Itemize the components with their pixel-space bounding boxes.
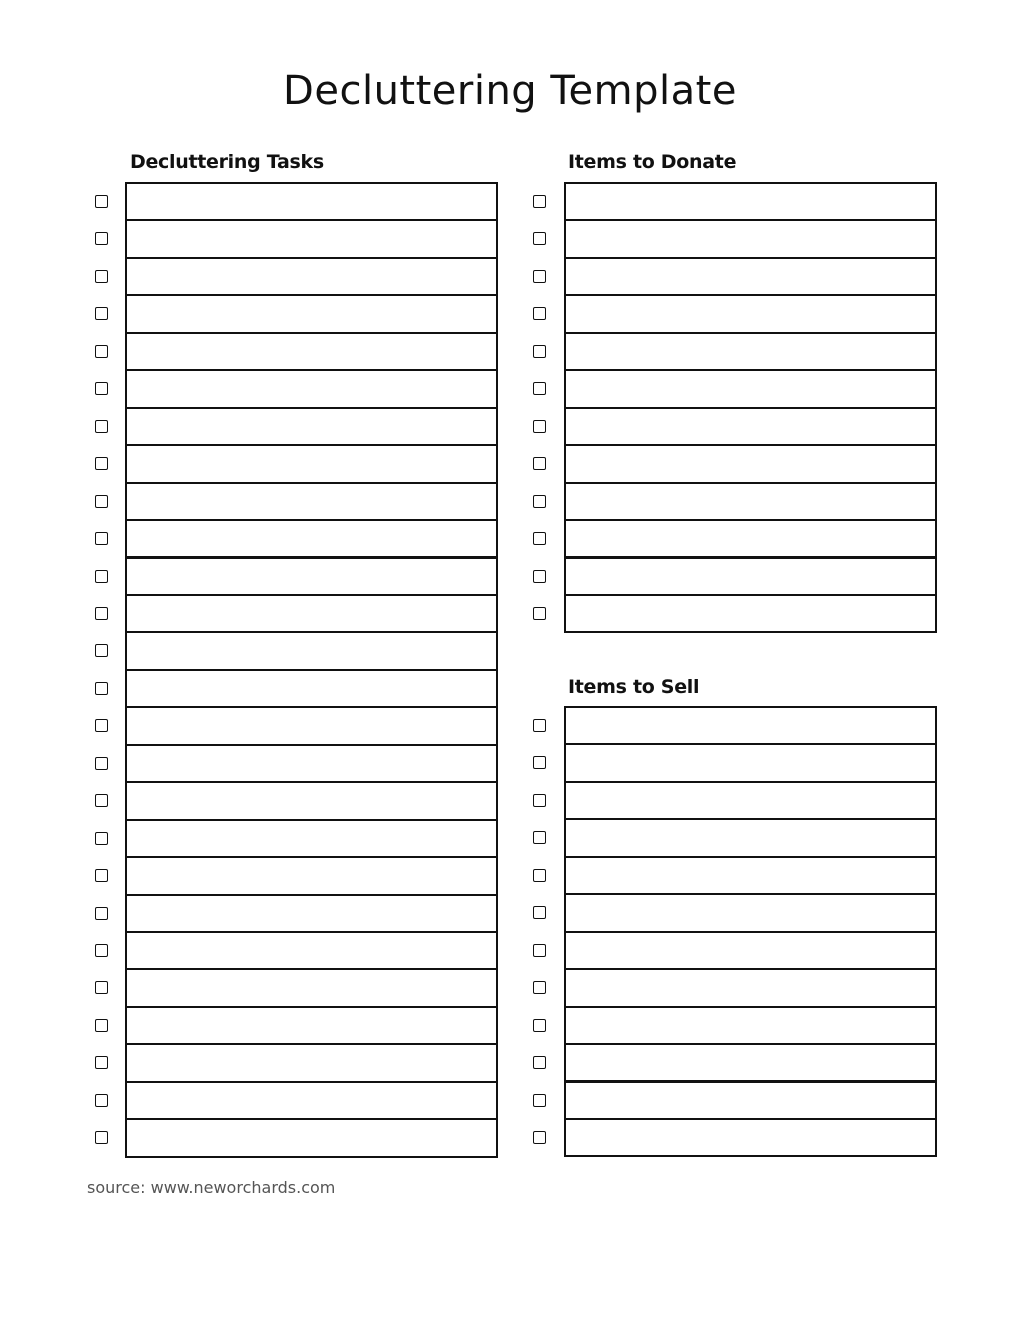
tasks-checkbox[interactable] <box>95 195 108 208</box>
sell-entry-field[interactable] <box>564 743 937 782</box>
tasks-entry-field[interactable] <box>125 669 498 708</box>
sell-entry-field[interactable] <box>564 818 937 857</box>
tasks-entry-field[interactable] <box>125 968 498 1007</box>
tasks-entry-field[interactable] <box>125 706 498 745</box>
tasks-entry-field[interactable] <box>125 182 498 221</box>
donate-checkbox[interactable] <box>533 570 546 583</box>
tasks-checkbox[interactable] <box>95 869 108 882</box>
sell-entry-field[interactable] <box>564 1081 937 1120</box>
tasks-checkbox[interactable] <box>95 382 108 395</box>
tasks-entry-field[interactable] <box>125 931 498 970</box>
tasks-checkbox[interactable] <box>95 832 108 845</box>
sell-checkbox[interactable] <box>533 831 546 844</box>
sell-checkbox[interactable] <box>533 756 546 769</box>
tasks-entry-field[interactable] <box>125 257 498 296</box>
tasks-entry-field[interactable] <box>125 631 498 670</box>
donate-entry-field[interactable] <box>564 407 937 446</box>
donate-entry-field[interactable] <box>564 332 937 371</box>
sell-entry-field[interactable] <box>564 931 937 970</box>
tasks-entry-field[interactable] <box>125 294 498 333</box>
donate-entry-field[interactable] <box>564 369 937 408</box>
donate-entry-field[interactable] <box>564 594 937 633</box>
sell-checkbox[interactable] <box>533 869 546 882</box>
tasks-checkbox[interactable] <box>95 1131 108 1144</box>
tasks-entry-field[interactable] <box>125 894 498 933</box>
tasks-checkbox[interactable] <box>95 307 108 320</box>
donate-checkbox[interactable] <box>533 532 546 545</box>
tasks-checkbox[interactable] <box>95 1094 108 1107</box>
donate-checkbox[interactable] <box>533 420 546 433</box>
sell-checkbox[interactable] <box>533 944 546 957</box>
donate-checkbox[interactable] <box>533 345 546 358</box>
tasks-entry-field[interactable] <box>125 369 498 408</box>
tasks-checkbox[interactable] <box>95 495 108 508</box>
donate-entry-field[interactable] <box>564 557 937 596</box>
sell-entry-field[interactable] <box>564 893 937 932</box>
donate-entry-field[interactable] <box>564 294 937 333</box>
tasks-checkbox[interactable] <box>95 232 108 245</box>
sell-checkbox[interactable] <box>533 906 546 919</box>
tasks-checkbox[interactable] <box>95 570 108 583</box>
sell-checkbox[interactable] <box>533 1094 546 1107</box>
donate-checkbox[interactable] <box>533 270 546 283</box>
sell-entry-field[interactable] <box>564 706 937 745</box>
donate-checkbox[interactable] <box>533 382 546 395</box>
donate-checkbox[interactable] <box>533 457 546 470</box>
tasks-checkbox[interactable] <box>95 1056 108 1069</box>
donate-checkbox[interactable] <box>533 495 546 508</box>
tasks-entry-field[interactable] <box>125 1043 498 1082</box>
sell-entry-field[interactable] <box>564 1118 937 1157</box>
sell-entry-field[interactable] <box>564 1043 937 1082</box>
tasks-checkbox[interactable] <box>95 981 108 994</box>
tasks-entry-field[interactable] <box>125 332 498 371</box>
page-title: Decluttering Template <box>283 68 737 114</box>
sell-checkbox[interactable] <box>533 1019 546 1032</box>
tasks-heading: Decluttering Tasks <box>130 151 324 173</box>
sell-entry-field[interactable] <box>564 781 937 820</box>
sell-checkbox[interactable] <box>533 981 546 994</box>
sell-entry-field[interactable] <box>564 1006 937 1045</box>
tasks-checkbox[interactable] <box>95 1019 108 1032</box>
tasks-entry-field[interactable] <box>125 1006 498 1045</box>
tasks-entry-field[interactable] <box>125 1118 498 1157</box>
donate-entry-field[interactable] <box>564 219 937 258</box>
donate-heading: Items to Donate <box>568 151 737 173</box>
tasks-checkbox[interactable] <box>95 532 108 545</box>
donate-entry-field[interactable] <box>564 519 937 558</box>
donate-entry-field[interactable] <box>564 182 937 221</box>
tasks-checkbox[interactable] <box>95 607 108 620</box>
donate-checkbox[interactable] <box>533 195 546 208</box>
donate-entry-field[interactable] <box>564 257 937 296</box>
donate-entry-field[interactable] <box>564 444 937 483</box>
sell-entry-field[interactable] <box>564 968 937 1007</box>
tasks-entry-field[interactable] <box>125 744 498 783</box>
sell-entry-field[interactable] <box>564 856 937 895</box>
tasks-checkbox[interactable] <box>95 757 108 770</box>
source-note: source: www.neworchards.com <box>87 1178 336 1197</box>
donate-checkbox[interactable] <box>533 607 546 620</box>
tasks-entry-field[interactable] <box>125 407 498 446</box>
tasks-entry-field[interactable] <box>125 482 498 521</box>
sell-checkbox[interactable] <box>533 1131 546 1144</box>
tasks-entry-field[interactable] <box>125 594 498 633</box>
tasks-entry-field[interactable] <box>125 557 498 596</box>
tasks-checkbox[interactable] <box>95 944 108 957</box>
tasks-checkbox[interactable] <box>95 907 108 920</box>
tasks-entry-field[interactable] <box>125 1081 498 1120</box>
tasks-checkbox[interactable] <box>95 794 108 807</box>
tasks-checkbox[interactable] <box>95 719 108 732</box>
sell-checkbox[interactable] <box>533 794 546 807</box>
sell-checkbox[interactable] <box>533 719 546 732</box>
tasks-checkbox[interactable] <box>95 457 108 470</box>
donate-checkbox[interactable] <box>533 232 546 245</box>
tasks-entry-field[interactable] <box>125 219 498 258</box>
tasks-checkbox[interactable] <box>95 644 108 657</box>
tasks-checkbox[interactable] <box>95 270 108 283</box>
tasks-checkbox[interactable] <box>95 420 108 433</box>
tasks-checkbox[interactable] <box>95 345 108 358</box>
tasks-entry-field[interactable] <box>125 444 498 483</box>
tasks-entry-field[interactable] <box>125 519 498 558</box>
tasks-entry-field[interactable] <box>125 856 498 895</box>
tasks-entry-field[interactable] <box>125 781 498 820</box>
tasks-checkbox[interactable] <box>95 682 108 695</box>
tasks-entry-field[interactable] <box>125 819 498 858</box>
sell-checkbox[interactable] <box>533 1056 546 1069</box>
sell-heading: Items to Sell <box>568 676 700 698</box>
donate-entry-field[interactable] <box>564 482 937 521</box>
donate-checkbox[interactable] <box>533 307 546 320</box>
